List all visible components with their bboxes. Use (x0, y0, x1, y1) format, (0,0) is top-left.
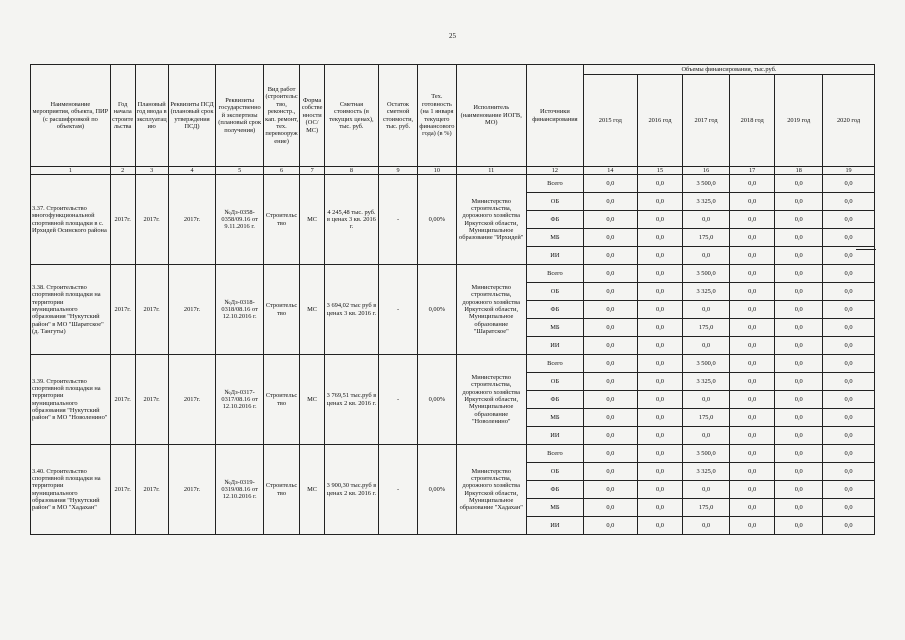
funding-value: 0,0 (729, 283, 775, 301)
column-number: 15 (637, 167, 683, 175)
funding-value: 0,0 (775, 175, 823, 193)
funding-value: 3 325,0 (683, 463, 730, 481)
funding-value: 0,0 (683, 301, 730, 319)
readiness-percent: 0,00% (418, 445, 456, 535)
funding-source: ИИ (526, 247, 583, 265)
funding-value: 0,0 (637, 463, 683, 481)
funding-value: 0,0 (583, 355, 637, 373)
psd-details: 2017г. (168, 175, 216, 265)
funding-value: 0,0 (775, 517, 823, 535)
funding-value: 0,0 (637, 247, 683, 265)
psd-details: 2017г. (168, 355, 216, 445)
object-name: 3.40. Строительство спортивной площадки на территории муниципального образования "Нукутский район" в МО "Хадахан" (31, 445, 111, 535)
funding-value: 0,0 (823, 409, 875, 427)
funding-value: 0,0 (775, 301, 823, 319)
funding-value: 0,0 (683, 337, 730, 355)
funding-source: ИИ (526, 517, 583, 535)
expertise-details: №Дз-0317-0317/08.16 от 12.10.2016 г. (216, 355, 264, 445)
funding-value: 3 325,0 (683, 373, 730, 391)
funding-value: 0,0 (823, 463, 875, 481)
funding-source: ОБ (526, 373, 583, 391)
executor: Министерство строительства, дорожного хозяйства Иркутской области, Муниципальное образование "Новоленино" (456, 355, 526, 445)
funding-value: 0,0 (823, 247, 875, 265)
header-remaining: Остаток сметной стоимости, тыс. руб. (378, 65, 417, 167)
estimate-cost: 4 245,48 тыс. руб. в ценах 3 кв. 2016 г. (325, 175, 379, 265)
work-type: Строительство (263, 355, 299, 445)
funding-value: 0,0 (637, 391, 683, 409)
funding-value: 0,0 (583, 193, 637, 211)
funding-value: 0,0 (775, 337, 823, 355)
funding-value: 0,0 (823, 355, 875, 373)
funding-value: 0,0 (729, 499, 775, 517)
funding-value: 0,0 (729, 229, 775, 247)
funding-value: 0,0 (729, 193, 775, 211)
funding-value: 0,0 (775, 193, 823, 211)
header-funding-group: Объемы финансирования, тыс.руб. (583, 65, 874, 75)
funding-value: 0,0 (775, 319, 823, 337)
funding-value: 0,0 (583, 445, 637, 463)
planned-year: 2017г. (135, 265, 168, 355)
funding-value: 0,0 (637, 427, 683, 445)
funding-value: 0,0 (775, 445, 823, 463)
work-type: Строительство (263, 445, 299, 535)
column-number: 9 (378, 167, 417, 175)
funding-source: ФБ (526, 481, 583, 499)
funding-value: 3 325,0 (683, 193, 730, 211)
funding-value: 0,0 (729, 175, 775, 193)
object-name: 3.37. Строительство многофункциональной спортивной площадки в с. Ирхидей Осинского района (31, 175, 111, 265)
funding-value: 0,0 (729, 481, 775, 499)
funding-value: 0,0 (583, 247, 637, 265)
funding-value: 0,0 (823, 301, 875, 319)
funding-value: 0,0 (637, 499, 683, 517)
funding-value: 175,0 (683, 499, 730, 517)
column-number: 5 (216, 167, 264, 175)
funding-value: 0,0 (729, 247, 775, 265)
funding-value: 0,0 (823, 283, 875, 301)
column-number: 18 (775, 167, 823, 175)
funding-value: 0,0 (583, 211, 637, 229)
header-year: 2019 год (775, 75, 823, 167)
column-number: 7 (300, 167, 325, 175)
funding-source: ИИ (526, 427, 583, 445)
funding-value: 0,0 (823, 499, 875, 517)
funding-value: 175,0 (683, 409, 730, 427)
column-number: 14 (583, 167, 637, 175)
funding-value: 0,0 (729, 445, 775, 463)
funding-value: 0,0 (775, 499, 823, 517)
header-planned-year: Плановый год ввода в эксплуатацию (135, 65, 168, 167)
funding-value: 0,0 (775, 355, 823, 373)
funding-source: Всего (526, 445, 583, 463)
funding-source: ОБ (526, 193, 583, 211)
funding-value: 0,0 (823, 391, 875, 409)
header-ownership: Форма собственности (ОС/МС) (300, 65, 325, 167)
header-name: Наименование мероприятия, объекта, ПИР (с расшифровкой по объектам) (31, 65, 111, 167)
ownership-form: МС (300, 445, 325, 535)
column-number: 19 (823, 167, 875, 175)
funding-value: 3 500,0 (683, 445, 730, 463)
header-work-type: Вид работ (строительство, реконстр., кап. ремонт, тех. перевооружение) (263, 65, 299, 167)
funding-source: МБ (526, 229, 583, 247)
funding-value: 0,0 (729, 427, 775, 445)
funding-value: 0,0 (637, 481, 683, 499)
funding-value: 0,0 (729, 301, 775, 319)
funding-value: 0,0 (683, 211, 730, 229)
expertise-details: №Дз-0318-0318/08.16 от 12.10.2016 г. (216, 265, 264, 355)
funding-value: 0,0 (823, 265, 875, 283)
funding-value: 0,0 (637, 337, 683, 355)
funding-value: 0,0 (637, 319, 683, 337)
funding-value: 0,0 (583, 175, 637, 193)
funding-value: 0,0 (729, 409, 775, 427)
funding-value: 0,0 (583, 373, 637, 391)
funding-value: 0,0 (583, 427, 637, 445)
estimate-cost: 3 694,02 тыс руб в ценах 3 кв. 2016 г. (325, 265, 379, 355)
expertise-details: №Дз-0319-0319/08.16 от 12.10.2016 г. (216, 445, 264, 535)
header-readiness: Тех. готовность (на 1 января текущего финансового года) (в %) (418, 65, 456, 167)
funding-value: 0,0 (775, 283, 823, 301)
remaining-cost: - (378, 355, 417, 445)
remaining-cost: - (378, 175, 417, 265)
estimate-cost: 3 769,51 тыс.руб в ценах 2 кв. 2016 г. (325, 355, 379, 445)
funding-value: 0,0 (683, 391, 730, 409)
funding-value: 0,0 (729, 319, 775, 337)
work-type: Строительство (263, 175, 299, 265)
funding-value: 0,0 (823, 193, 875, 211)
column-number: 10 (418, 167, 456, 175)
readiness-percent: 0,00% (418, 175, 456, 265)
funding-value: 0,0 (729, 211, 775, 229)
page-number: 25 (449, 32, 456, 40)
funding-value: 0,0 (683, 481, 730, 499)
header-estimate: Сметная стоимость (в текущих ценах), тыс. руб. (325, 65, 379, 167)
funding-value: 0,0 (583, 319, 637, 337)
readiness-percent: 0,00% (418, 265, 456, 355)
funding-value: 0,0 (823, 445, 875, 463)
funding-value: 0,0 (583, 301, 637, 319)
psd-details: 2017г. (168, 445, 216, 535)
psd-details: 2017г. (168, 265, 216, 355)
ownership-form: МС (300, 175, 325, 265)
funding-value: 0,0 (775, 211, 823, 229)
funding-value: 175,0 (683, 229, 730, 247)
readiness-percent: 0,00% (418, 355, 456, 445)
planned-year: 2017г. (135, 445, 168, 535)
funding-value: 0,0 (637, 175, 683, 193)
funding-value: 0,0 (729, 337, 775, 355)
funding-value: 0,0 (823, 319, 875, 337)
column-number: 4 (168, 167, 216, 175)
funding-value: 0,0 (637, 211, 683, 229)
funding-value: 0,0 (637, 265, 683, 283)
funding-value: 0,0 (583, 517, 637, 535)
funding-value: 0,0 (775, 229, 823, 247)
funding-value: 0,0 (729, 463, 775, 481)
funding-source: ФБ (526, 301, 583, 319)
remaining-cost: - (378, 445, 417, 535)
funding-value: 0,0 (775, 427, 823, 445)
funding-value: 0,0 (775, 373, 823, 391)
executor: Министерство строительства, дорожного хозяйства Иркутской области, Муниципальное образование "Хадахан" (456, 445, 526, 535)
funding-value: 0,0 (775, 481, 823, 499)
column-number: 11 (456, 167, 526, 175)
funding-value: 0,0 (583, 229, 637, 247)
funding-source: Всего (526, 265, 583, 283)
header-executor: Исполнитель (наименование ИОГВ, МО) (456, 65, 526, 167)
expertise-details: №Дз-0358-0358/09.16 от 9.11.2016 г. (216, 175, 264, 265)
funding-source: МБ (526, 319, 583, 337)
object-name: 3.39. Строительство спортивной площадки на территории муниципального образования "Нукутский район" в МО "Новоленино" (31, 355, 111, 445)
funding-value: 175,0 (683, 319, 730, 337)
funding-value: 0,0 (583, 481, 637, 499)
funding-source: МБ (526, 409, 583, 427)
funding-value: 3 500,0 (683, 265, 730, 283)
funding-value: 0,0 (683, 517, 730, 535)
header-start-year: Год начала строительства (110, 65, 135, 167)
header-year: 2018 год (729, 75, 775, 167)
funding-value: 0,0 (729, 373, 775, 391)
table-header (31, 65, 875, 175)
column-number: 12 (526, 167, 583, 175)
funding-value: 0,0 (637, 517, 683, 535)
margin-line (856, 249, 876, 250)
funding-value: 3 325,0 (683, 283, 730, 301)
column-number: 2 (110, 167, 135, 175)
funding-source: Всего (526, 355, 583, 373)
planned-year: 2017г. (135, 355, 168, 445)
estimate-cost: 3 900,30 тыс.руб в ценах 2 кв. 2016 г. (325, 445, 379, 535)
funding-value: 0,0 (637, 355, 683, 373)
table-row (31, 175, 875, 193)
funding-value: 0,0 (823, 481, 875, 499)
header-year: 2015 год (583, 75, 637, 167)
funding-value: 0,0 (729, 265, 775, 283)
planned-year: 2017г. (135, 175, 168, 265)
column-number: 1 (31, 167, 111, 175)
funding-value: 0,0 (583, 283, 637, 301)
funding-value: 3 500,0 (683, 355, 730, 373)
header-expertise: Реквизиты государственной экспертизы (плановый срок получения) (216, 65, 264, 167)
header-sources: Источники финансирования (526, 65, 583, 167)
funding-value: 0,0 (583, 337, 637, 355)
funding-value: 0,0 (637, 301, 683, 319)
funding-source: ИИ (526, 337, 583, 355)
funding-value: 0,0 (775, 391, 823, 409)
object-name: 3.38. Строительство спортивной площадки на территории муниципального образования "Нукутский район" в МО "Шаратское" (д. Тангуты) (31, 265, 111, 355)
funding-source: Всего (526, 175, 583, 193)
column-number: 16 (683, 167, 730, 175)
table-row (31, 355, 875, 373)
funding-value: 0,0 (775, 409, 823, 427)
work-type: Строительство (263, 265, 299, 355)
funding-value: 0,0 (775, 265, 823, 283)
funding-value: 0,0 (583, 391, 637, 409)
funding-value: 0,0 (823, 337, 875, 355)
funding-value: 0,0 (823, 175, 875, 193)
table-body (31, 175, 875, 535)
funding-value: 0,0 (683, 247, 730, 265)
investment-table (30, 64, 875, 535)
remaining-cost: - (378, 265, 417, 355)
ownership-form: МС (300, 355, 325, 445)
ownership-form: МС (300, 265, 325, 355)
funding-value: 0,0 (637, 283, 683, 301)
table-row (31, 265, 875, 283)
executor: Министерство строительства, дорожного хозяйства Иркутской области, Муниципальное образование "Шаратское" (456, 265, 526, 355)
table-row (31, 445, 875, 463)
funding-value: 0,0 (637, 193, 683, 211)
start-year: 2017г. (110, 265, 135, 355)
column-number: 3 (135, 167, 168, 175)
funding-value: 0,0 (637, 229, 683, 247)
funding-source: ФБ (526, 211, 583, 229)
funding-value: 0,0 (583, 265, 637, 283)
funding-source: ФБ (526, 391, 583, 409)
column-number: 8 (325, 167, 379, 175)
funding-value: 0,0 (729, 391, 775, 409)
funding-value: 0,0 (683, 427, 730, 445)
header-year: 2020 год (823, 75, 875, 167)
column-number: 17 (729, 167, 775, 175)
funding-value: 3 500,0 (683, 175, 730, 193)
funding-value: 0,0 (637, 409, 683, 427)
funding-value: 0,0 (583, 499, 637, 517)
executor: Министерство строительства, дорожного хозяйства Иркутской области, Муниципальное образование "Ирхидей" (456, 175, 526, 265)
funding-value: 0,0 (823, 427, 875, 445)
funding-value: 0,0 (729, 517, 775, 535)
start-year: 2017г. (110, 175, 135, 265)
funding-source: ОБ (526, 463, 583, 481)
funding-value: 0,0 (823, 229, 875, 247)
funding-value: 0,0 (583, 463, 637, 481)
funding-value: 0,0 (637, 373, 683, 391)
funding-value: 0,0 (823, 373, 875, 391)
funding-source: ОБ (526, 283, 583, 301)
funding-value: 0,0 (729, 355, 775, 373)
funding-value: 0,0 (823, 211, 875, 229)
funding-source: МБ (526, 499, 583, 517)
header-year: 2017 год (683, 75, 730, 167)
funding-value: 0,0 (583, 409, 637, 427)
start-year: 2017г. (110, 445, 135, 535)
header-psd: Реквизиты ПСД (плановый срок утверждения ПСД) (168, 65, 216, 167)
funding-value: 0,0 (775, 247, 823, 265)
funding-value: 0,0 (637, 445, 683, 463)
column-number-row (31, 167, 875, 175)
funding-value: 0,0 (775, 463, 823, 481)
funding-value: 0,0 (823, 517, 875, 535)
start-year: 2017г. (110, 355, 135, 445)
header-year: 2016 год (637, 75, 683, 167)
column-number: 6 (263, 167, 299, 175)
